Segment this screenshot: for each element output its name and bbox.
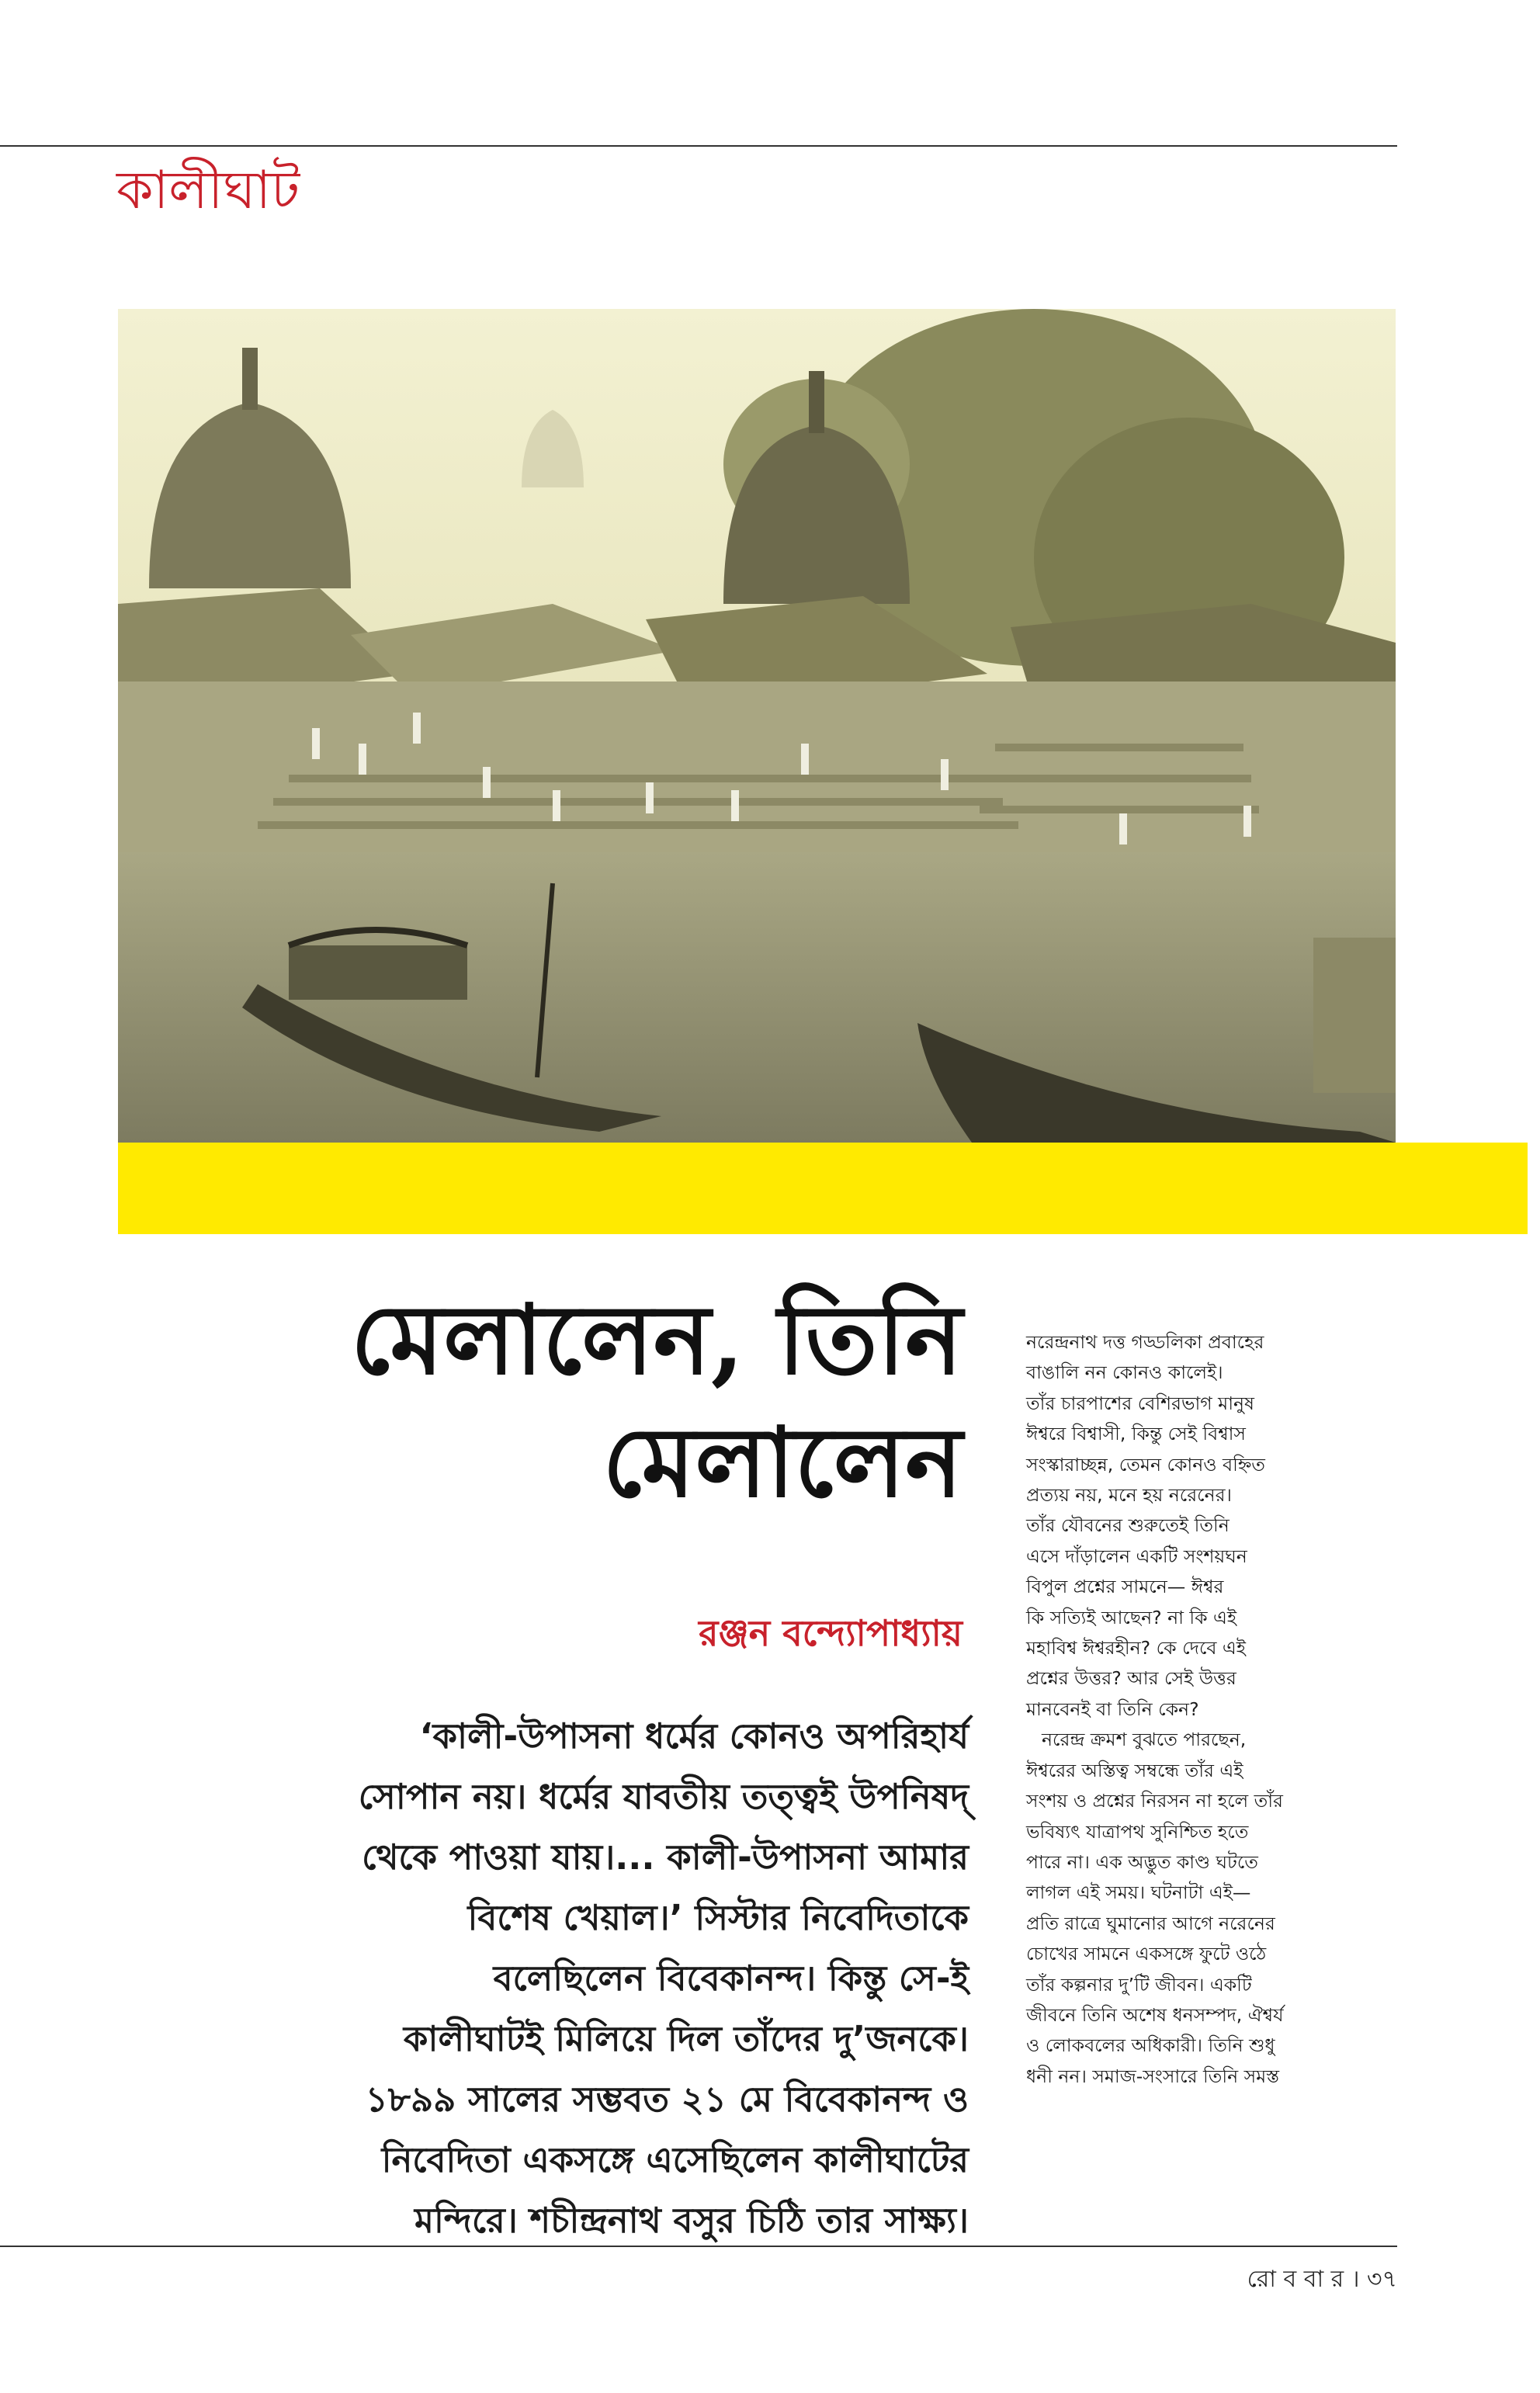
body-line: বাঙালি নন কোনও কালেই। — [1026, 1361, 1223, 1384]
body-line: নরেন্দ্র ক্রমশ বুঝতে পারছেন, — [1042, 1729, 1247, 1751]
top-rule — [0, 145, 1397, 147]
body-line: মানবেনই বা তিনি কেন? — [1026, 1698, 1199, 1720]
standfirst-line: বলেছিলেন বিবেকানন্দ। কিন্তু সে-ই — [493, 1958, 969, 1999]
standfirst — [233, 1706, 969, 2251]
headline — [186, 1279, 962, 1524]
body-line: মহাবিশ্ব ঈশ্বরহীন? কে দেবে এই — [1026, 1637, 1247, 1659]
kalighat-photo — [118, 309, 1396, 1143]
body-line: কি সত্যিই আছেন? না কি এই — [1026, 1606, 1237, 1628]
page-footer: রো ব বা র । ৩৭ — [1247, 2266, 1397, 2293]
author-byline: রঞ্জন বন্দ্যোপাধ্যায় — [699, 1612, 962, 1654]
body-line: সংশয় ও প্রশ্নের নিরসন না হলে তাঁর — [1026, 1790, 1283, 1812]
headline-line: মেলালেন, তিনি — [350, 1284, 962, 1396]
body-line: তাঁর চারপাশের বেশিরভাগ মানুষ — [1026, 1392, 1254, 1414]
accent-bar — [118, 1143, 1528, 1234]
body-line: প্রতি রাত্রে ঘুমানোর আগে নরেনের — [1026, 1912, 1275, 1934]
body-line: নরেন্দ্রনাথ দত্ত গড্ডলিকা প্রবাহের — [1026, 1331, 1264, 1353]
body-line: ভবিষ্যৎ যাত্রাপথ সুনিশ্চিত হতে — [1026, 1820, 1249, 1843]
body-column — [1026, 1327, 1414, 2092]
body-line: ঈশ্বরে বিশ্বাসী, কিন্তু সেই বিশ্বাস — [1026, 1423, 1246, 1445]
headline-line: মেলালেন — [602, 1406, 962, 1519]
body-line: লাগল এই সময়। ঘটনাটা এই— — [1026, 1881, 1251, 1904]
vintage-photo-icon — [118, 309, 1396, 1143]
standfirst-line: কালীঘাটই মিলিয়ে দিল তাঁদের দু’জনকে। — [403, 2018, 969, 2059]
section-label: কালীঘাট — [116, 160, 300, 221]
body-line: চোখের সামনে একসঙ্গে ফুটে ওঠে — [1026, 1943, 1267, 1965]
body-line: এসে দাঁড়ালেন একটি সংশয়ঘন — [1026, 1545, 1247, 1567]
body-line: ধনী নন। সমাজ-সংসারে তিনি সমস্ত — [1026, 2065, 1280, 2087]
standfirst-line: বিশেষ খেয়াল।’ সিস্টার নিবেদিতাকে — [467, 1897, 969, 1938]
standfirst-line: মন্দিরে। শচীন্দ্রনাথ বসুর চিঠি তার সাক্ষ্য। — [414, 2200, 969, 2241]
standfirst-line: নিবেদিতা একসঙ্গে এসেছিলেন কালীঘাটের — [381, 2139, 969, 2180]
body-line: জীবনে তিনি অশেষ ধনসম্পদ, ঐশ্বর্য — [1026, 2003, 1284, 2026]
body-line: প্রশ্নের উত্তর? আর সেই উত্তর — [1026, 1667, 1237, 1690]
body-line: তাঁর যৌবনের শুরুতেই তিনি — [1026, 1514, 1230, 1537]
body-line: ও লোকবলের অধিকারী। তিনি শুধু — [1026, 2034, 1275, 2057]
standfirst-line: থেকে পাওয়া যায়।... কালী-উপাসনা আমার — [362, 1836, 969, 1878]
body-line: পারে না। এক অদ্ভুত কাণ্ড ঘটতে — [1026, 1850, 1258, 1873]
body-line: প্রত্যয় নয়, মনে হয় নরেনের। — [1026, 1484, 1232, 1507]
body-line: সংস্কারাচ্ছন্ন, তেমন কোনও বহ্নিত — [1026, 1453, 1265, 1476]
bottom-rule — [0, 2246, 1397, 2247]
standfirst-line: সোপান নয়। ধর্মের যাবতীয় তত্ত্বই উপনিষদ্ — [358, 1776, 969, 1817]
body-line: তাঁর কল্পনার দু’টি জীবন। একটি — [1026, 1973, 1252, 1996]
standfirst-line: ১৮৯৯ সালের সম্ভবত ২১ মে বিবেকানন্দ ও — [365, 2079, 969, 2120]
standfirst-line: ‘কালী-উপাসনা ধর্মের কোনও অপরিহার্য — [419, 1715, 969, 1757]
body-line: ঈশ্বরের অস্তিত্ব সম্বন্ধে তাঁর এই — [1026, 1759, 1243, 1781]
body-line: বিপুল প্রশ্নের সামনে— ঈশ্বর — [1026, 1576, 1224, 1598]
